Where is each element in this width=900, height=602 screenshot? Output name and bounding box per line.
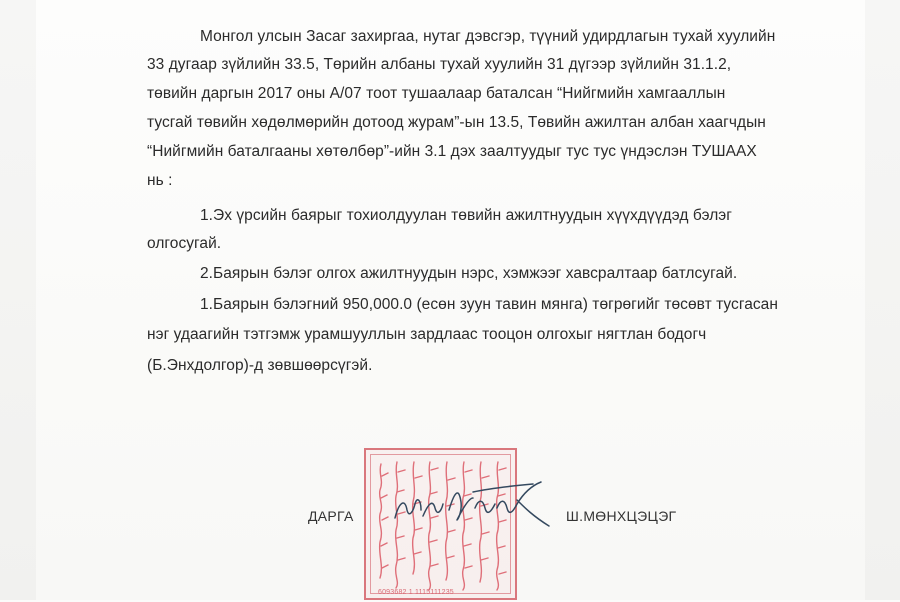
paragraph-line-1: Монгол улсын Засаг захиргаа, нутаг дэвсгэр, түүний удирдлагын тухай хуулийн [200, 28, 776, 45]
handwritten-signature-icon [387, 474, 557, 532]
list-item-1-line-1: 1.Эх үрсийн баярыг тохиолдуулан төвийн ажилтнуудын хүүхдүүдэд бэлэг [200, 207, 732, 224]
paragraph-line-5: “Нийгмийн баталгааны хөтөлбөр”-ийн 3.1 дэх заалтуудыг тус тус үндэслэн ТУШААХ [147, 143, 757, 160]
signature-title: ДАРГА [308, 508, 354, 524]
signatory-name: Ш.МӨНХЦЭЦЭГ [566, 508, 677, 524]
paragraph-line-4: тусгай төвийн хөдөлмөрийн дотоод журам”-ын 13.5, Төвийн ажилтан албан хаагчдын [147, 114, 766, 131]
list-item-2: 2.Баярын бэлэг олгох ажилтнуудын нэрс, хэмжээг хавсралтаар батлсугай. [200, 265, 738, 282]
paragraph-line-6: нь : [147, 172, 173, 189]
list-item-3-line-3: (Б.Энхдолгор)-д зөвшөөрсүгэй. [147, 357, 373, 374]
list-item-1-line-2: олгосугай. [147, 235, 222, 252]
list-item-3-line-2: нэг удаагийн тэтгэмж урамшууллын зардлаас тооцон олгохыг нягтлан бодогч [147, 326, 707, 343]
stamp-number: 6093682 1 1115111235 [378, 589, 454, 596]
scan-shadow-right [865, 0, 900, 600]
paragraph-line-2: 33 дугаар зүйлийн 33.5, Төрийн албаны тухай хуулийн 31 дүгээр зүйлийн 31.1.2, [147, 56, 732, 73]
paragraph-line-3: төвийн даргын 2017 оны А/07 тоот тушаалаар баталсан “Нийгмийн хамгааллын [147, 85, 726, 102]
list-item-3-line-1: 1.Баярын бэлэгний 950,000.0 (есөн зуун тавин мянга) төгрөгийг төсөвт тусгасан [200, 296, 778, 313]
scan-shadow-left [0, 0, 36, 600]
